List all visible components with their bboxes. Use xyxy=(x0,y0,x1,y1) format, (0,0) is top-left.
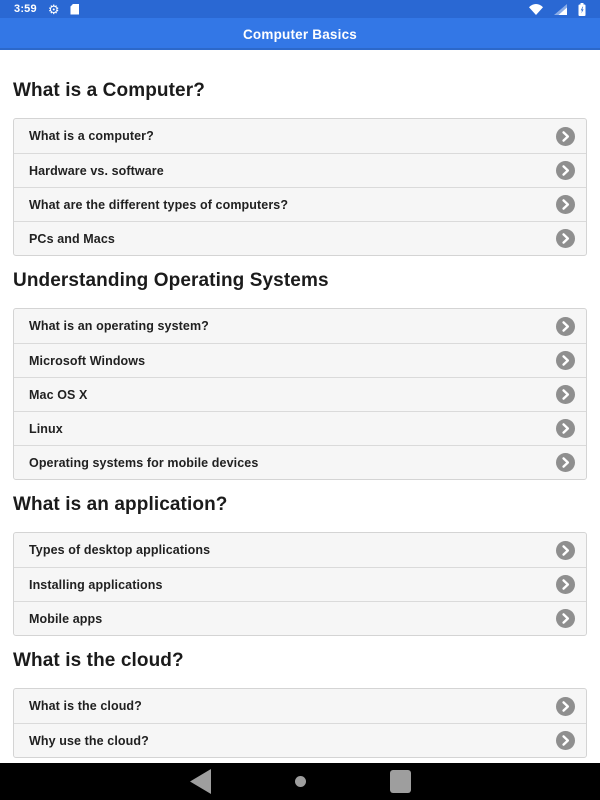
chevron-right-icon xyxy=(556,385,575,404)
lesson-row[interactable] xyxy=(14,153,586,187)
gear-icon: ⚙ xyxy=(47,1,60,17)
lesson-row-label: What are the different types of computers? xyxy=(29,197,289,212)
lesson-row-label: What is a computer? xyxy=(29,129,154,143)
lesson-row[interactable] xyxy=(14,533,586,567)
wifi-icon xyxy=(529,4,543,15)
lesson-row[interactable] xyxy=(14,221,586,255)
cell-signal-icon xyxy=(554,4,567,15)
chevron-right-icon xyxy=(556,419,575,438)
lesson-row-label: Why use the cloud? xyxy=(29,733,149,748)
chevron-right-icon xyxy=(556,453,575,472)
lesson-row[interactable] xyxy=(14,119,586,153)
lesson-row[interactable] xyxy=(14,445,586,479)
back-button[interactable] xyxy=(188,769,212,795)
chevron-right-icon xyxy=(556,575,575,594)
chevron-right-icon xyxy=(556,609,575,628)
android-nav-bar xyxy=(0,763,600,800)
lesson-row[interactable] xyxy=(14,343,586,377)
lesson-row-label: Types of desktop applications xyxy=(29,543,211,557)
lesson-list-group xyxy=(13,532,587,636)
lesson-row[interactable] xyxy=(14,723,586,757)
lesson-row-label: Mac OS X xyxy=(29,387,88,402)
chevron-right-icon xyxy=(556,541,575,560)
chevron-right-icon xyxy=(556,161,575,180)
section-heading: What is the cloud? xyxy=(13,650,184,671)
lesson-list-group xyxy=(13,118,587,256)
home-button[interactable] xyxy=(288,769,312,795)
lesson-row[interactable] xyxy=(14,601,586,635)
status-bar xyxy=(0,0,600,18)
lesson-row[interactable] xyxy=(14,567,586,601)
lesson-row[interactable] xyxy=(14,689,586,723)
status-bar-left xyxy=(14,3,79,16)
recents-button[interactable] xyxy=(388,769,412,795)
lesson-row[interactable] xyxy=(14,411,586,445)
lesson-row-label: Mobile apps xyxy=(29,611,103,626)
lesson-list-content xyxy=(0,50,600,763)
section-heading: What is an application? xyxy=(13,494,228,515)
chevron-right-icon xyxy=(556,317,575,336)
app-bar xyxy=(0,18,600,50)
back-triangle-icon xyxy=(190,769,211,794)
chevron-right-icon xyxy=(556,195,575,214)
chevron-right-icon xyxy=(556,697,575,716)
chevron-right-icon xyxy=(556,229,575,248)
status-bar-right xyxy=(529,3,586,16)
lesson-row-label: Linux xyxy=(29,421,63,436)
lesson-row[interactable] xyxy=(14,377,586,411)
lesson-row-label: PCs and Macs xyxy=(29,231,115,246)
lesson-row[interactable] xyxy=(14,309,586,343)
chevron-right-icon xyxy=(556,127,575,146)
lesson-list-group xyxy=(13,308,587,480)
section-heading: What is a Computer? xyxy=(13,80,205,101)
lesson-row-label: Operating systems for mobile devices xyxy=(29,455,259,470)
lesson-row-label: Installing applications xyxy=(29,577,163,592)
lesson-list-group xyxy=(13,688,587,758)
section-heading: Understanding Operating Systems xyxy=(13,270,329,291)
battery-icon xyxy=(578,3,586,16)
lesson-row-label: What is the cloud? xyxy=(29,699,142,713)
home-circle-icon xyxy=(295,776,306,787)
sd-card-icon xyxy=(70,4,79,15)
chevron-right-icon xyxy=(556,731,575,750)
lesson-row-label: What is an operating system? xyxy=(29,319,209,333)
app-title: Computer Basics xyxy=(242,26,358,42)
lesson-row-label: Hardware vs. software xyxy=(29,163,164,178)
lesson-row[interactable] xyxy=(14,187,586,221)
recents-square-icon xyxy=(390,770,411,793)
status-clock: 3:59 xyxy=(14,3,37,15)
chevron-right-icon xyxy=(556,351,575,370)
lesson-row-label: Microsoft Windows xyxy=(29,353,146,368)
